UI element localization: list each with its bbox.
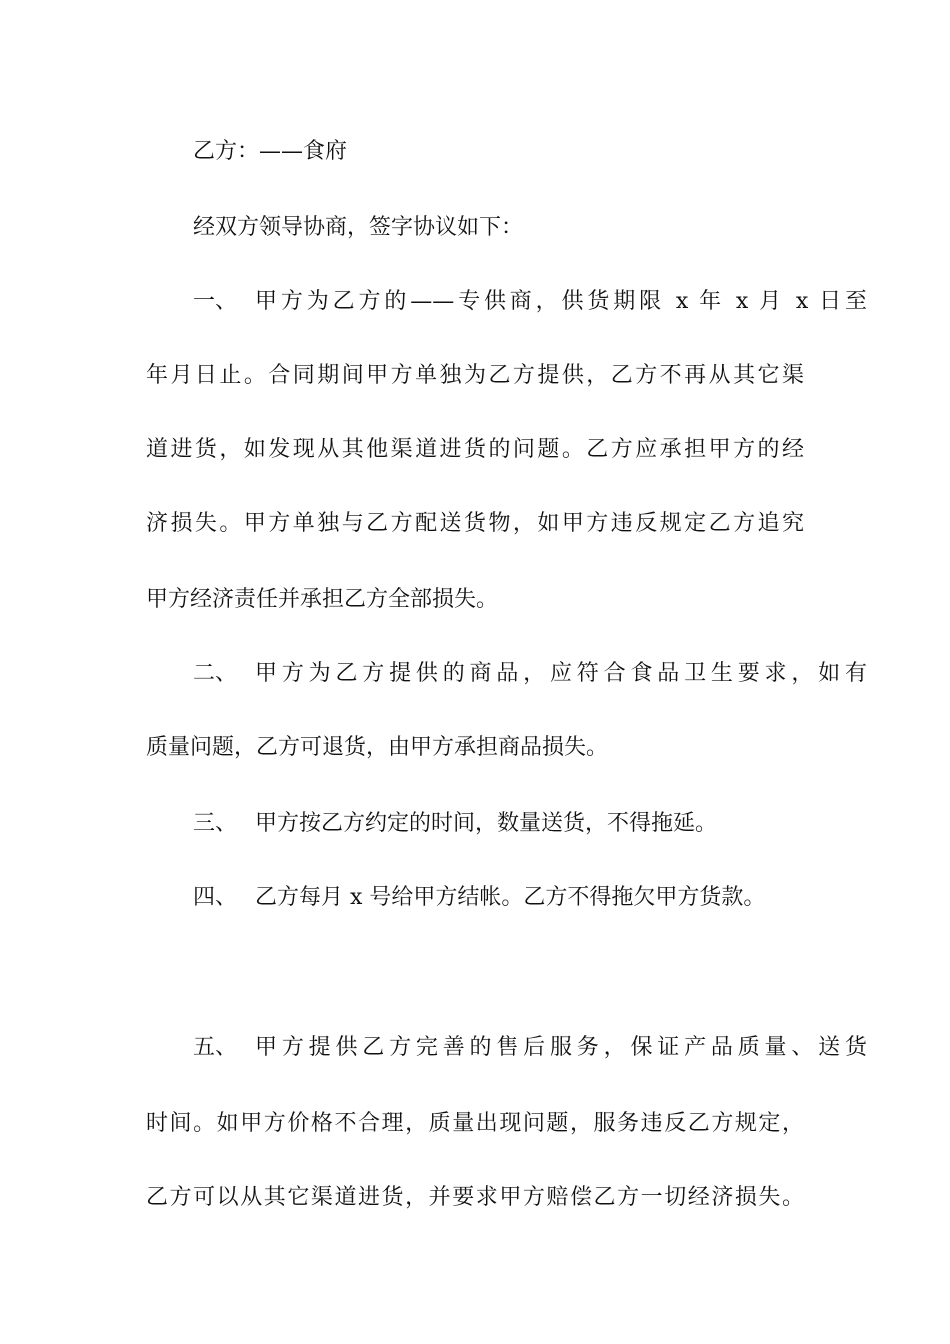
clause-1-line-2 — [0, 356, 950, 396]
paragraph-line: 乙方可以从其它渠道进货，并要求甲方赔偿乙方一切经济损失。 — [146, 1185, 804, 1210]
clause-5-first-line — [0, 1028, 950, 1068]
clause-text: 甲方按乙方约定的时间，数量送货，不得拖延。 — [255, 811, 718, 836]
intro-text: 经双方领导协商，签字协议如下： — [193, 215, 524, 240]
clause-1-line-5 — [0, 580, 950, 620]
clause-1-first-line — [0, 282, 950, 322]
clause-number: 五、 — [193, 1035, 238, 1060]
intro-line — [0, 208, 950, 248]
paragraph-line: 道进货，如发现从其他渠道进货的问题。乙方应承担甲方的经 — [146, 437, 804, 462]
clause-number: 二、 — [193, 661, 238, 686]
clause-text: 甲方提供乙方完善的售后服务，保证产品质量、送货 — [255, 1035, 867, 1060]
clause-number: 一、 — [193, 289, 238, 314]
paragraph-line: 济损失。甲方单独与乙方配送货物，如甲方违反规定乙方追究 — [146, 511, 804, 536]
clause-text: 甲方为乙方提供的商品，应符合食品卫生要求，如有 — [255, 661, 867, 686]
clause-number: 三、 — [193, 811, 238, 836]
party-b-line — [0, 132, 950, 172]
paragraph-line: 年月日止。合同期间甲方单独为乙方提供，乙方不再从其它渠 — [146, 363, 804, 388]
clause-5-line-3 — [0, 1178, 950, 1218]
clause-1-line-3 — [0, 430, 950, 470]
clause-number: 四、 — [193, 885, 238, 910]
clause-2-first-line — [0, 654, 950, 694]
clause-3-line — [0, 804, 950, 844]
clause-4-line — [0, 878, 950, 918]
clause-5-line-2 — [0, 1104, 950, 1144]
clause-text: 甲方为乙方的——专供商，供货期限 x 年 x 月 x 日至 — [255, 289, 867, 314]
clause-text: 乙方每月 x 号给甲方结帐。乙方不得拖欠甲方货款。 — [255, 885, 766, 910]
party-b-text: 乙方：——食府 — [193, 139, 348, 164]
clause-1-line-4 — [0, 504, 950, 544]
paragraph-line: 时间。如甲方价格不合理，质量出现问题，服务违反乙方规定， — [146, 1111, 804, 1136]
paragraph-line: 甲方经济责任并承担乙方全部损失。 — [146, 587, 499, 612]
clause-2-line-2 — [0, 728, 950, 768]
paragraph-line: 质量问题，乙方可退货，由甲方承担商品损失。 — [146, 735, 609, 760]
